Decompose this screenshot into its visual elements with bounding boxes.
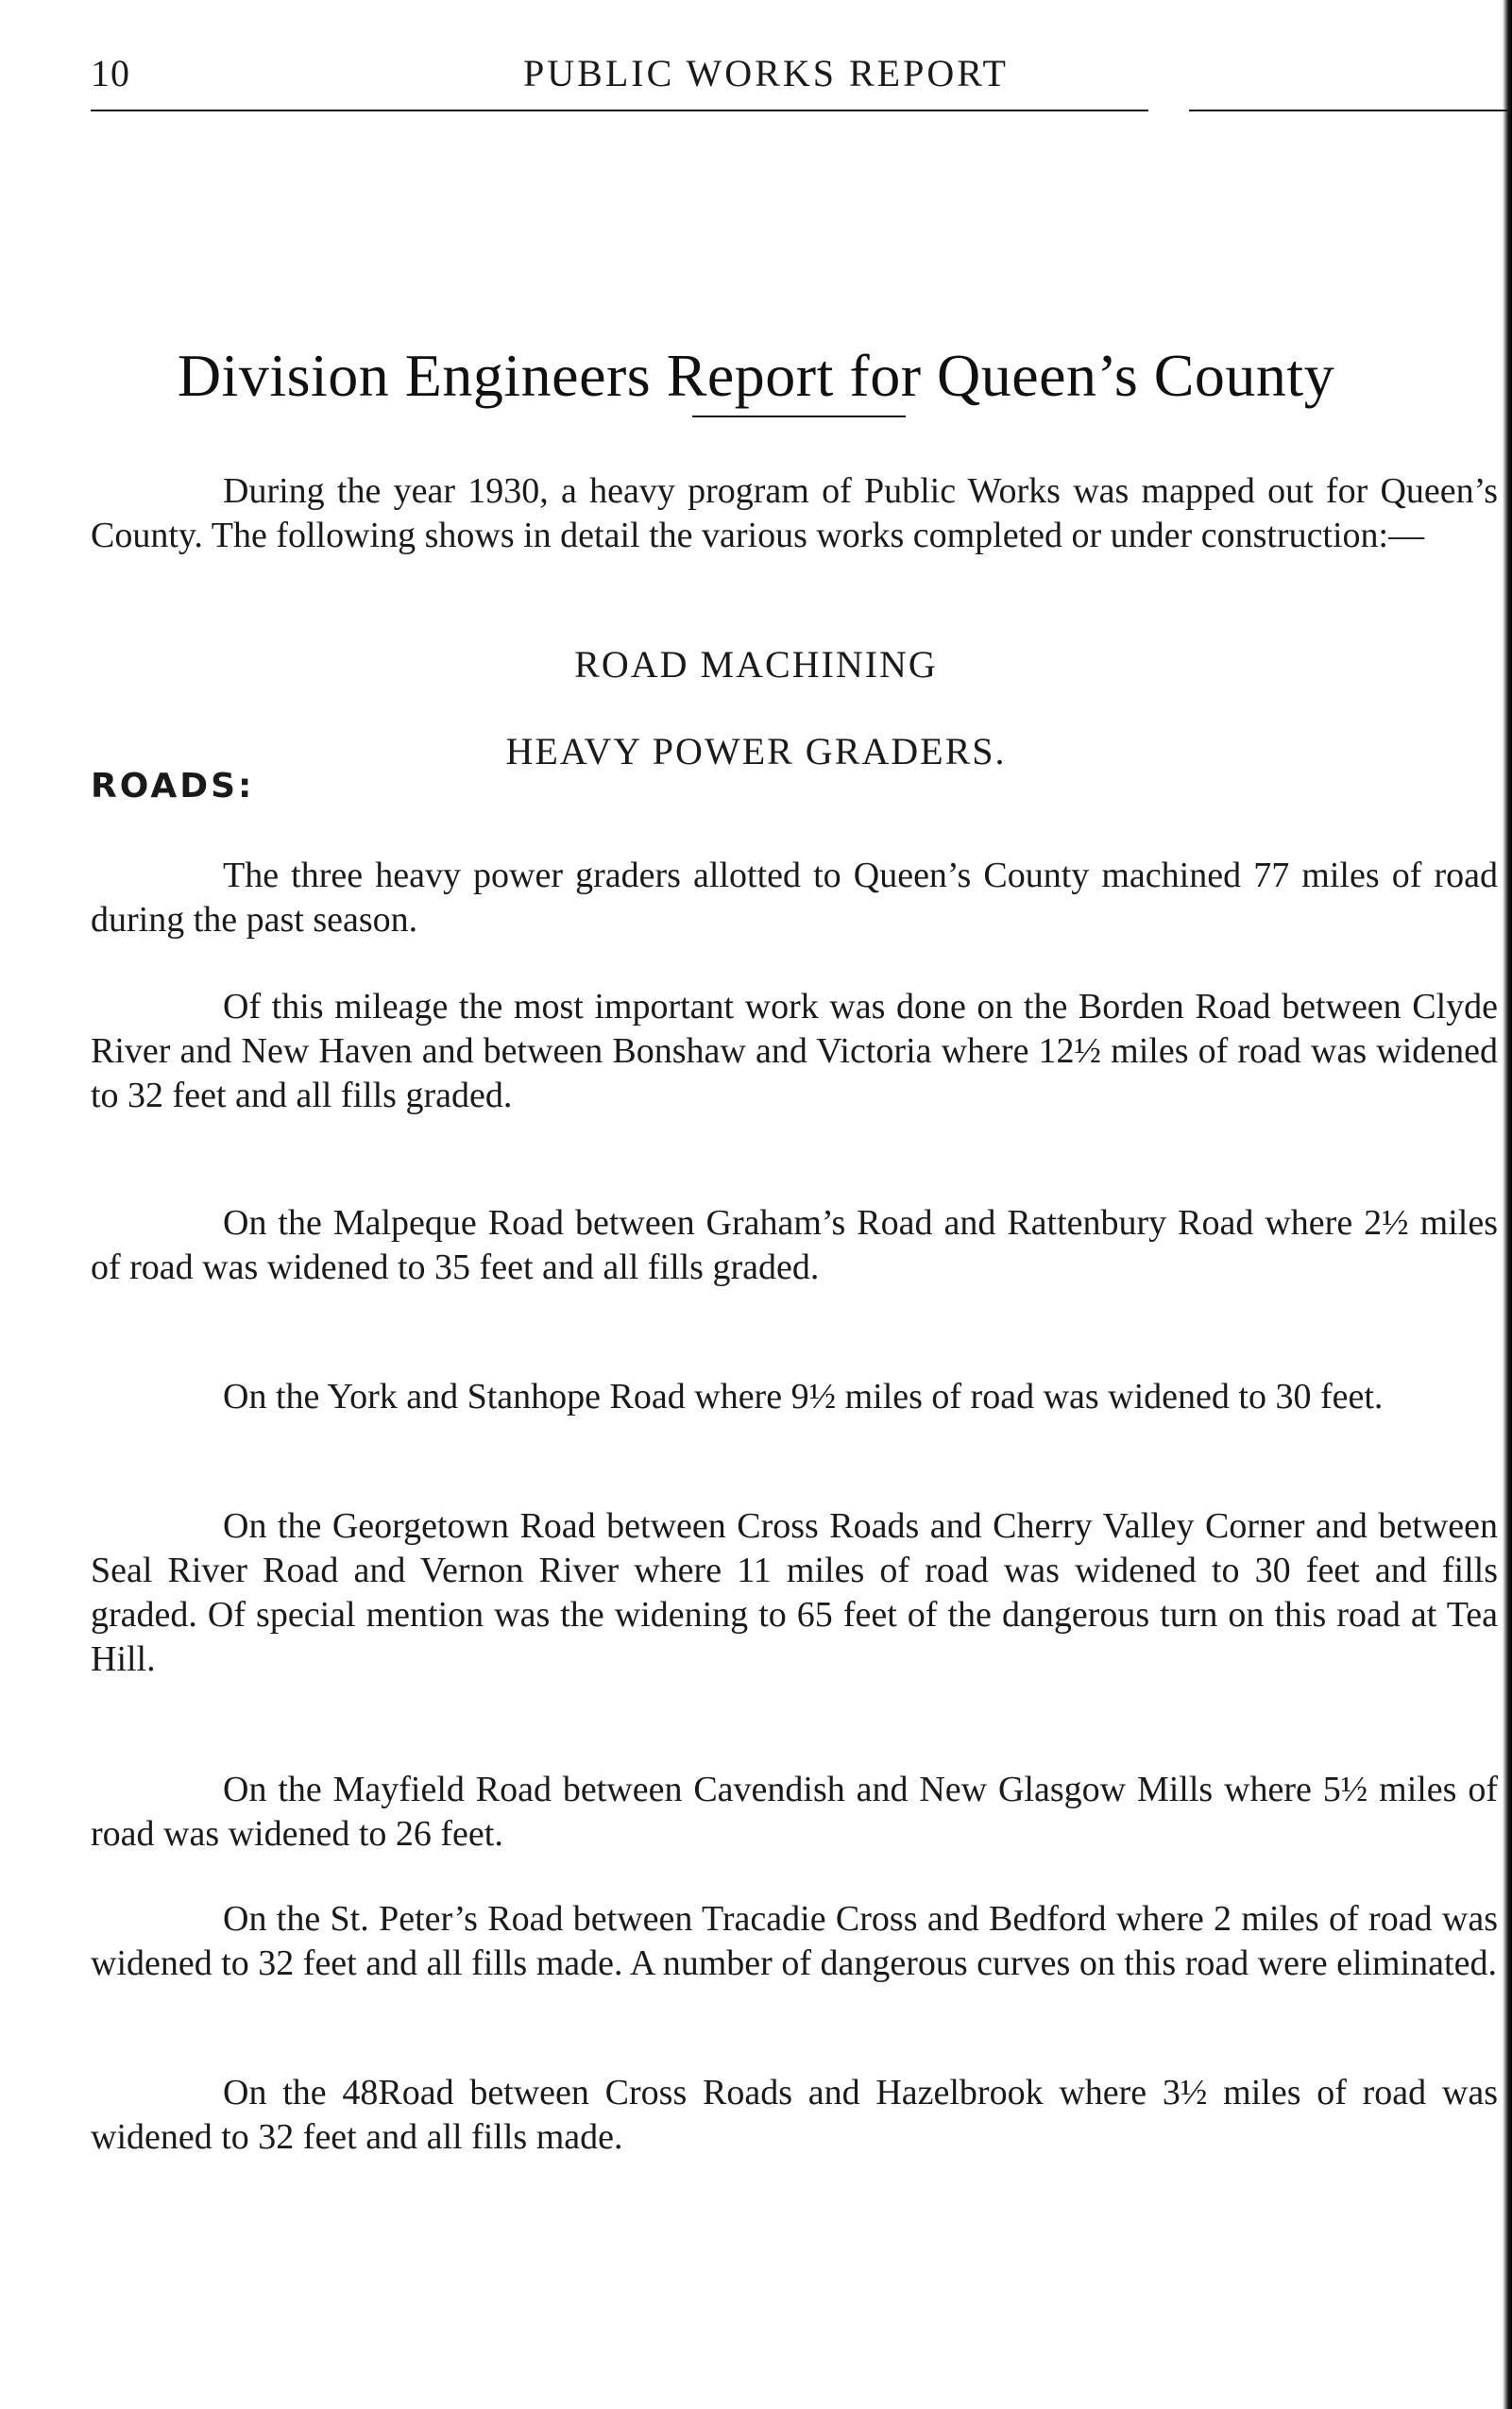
title-divider xyxy=(692,416,906,417)
paragraph: Of this mileage the most important work was done on the Borden Road between Clyde River and New Haven and between Bonshaw and Victoria where 12½ miles of road was widened to 32 feet and all fills graded. xyxy=(91,987,1498,1115)
document-title: Division Engineers Report for Queen’s County xyxy=(177,341,1335,409)
heading-road-machining: ROAD MACHINING xyxy=(574,643,938,686)
header-rule xyxy=(1189,110,1510,111)
paragraph: On the Malpeque Road between Graham’s Road and Rattenbury Road where 2½ miles of road was widened to 35 feet and all fills graded. xyxy=(91,1203,1498,1287)
heading-heavy-power-graders: HEAVY POWER GRADERS. xyxy=(505,730,1007,772)
intro-paragraph: During the year 1930, a heavy program of Public Works was mapped out for Queen’s County. The following shows in detail the various works completed or under construction:— xyxy=(91,471,1498,555)
paragraph: On the Mayfield Road between Cavendish and New Glasgow Mills where 5½ miles of road was widened to 26 feet. xyxy=(91,1770,1498,1854)
paragraph: On the 48Road between Cross Roads and Hazelbrook where 3½ miles of road was widened to 32 feet and all fills made. xyxy=(91,2073,1498,2157)
paragraph: The three heavy power graders allotted to Queen’s County machined 77 miles of road during the past season. xyxy=(91,856,1498,940)
paragraph: On the St. Peter’s Road between Tracadie Cross and Bedford where 2 miles of road was widened to 32 feet and all fills made. A number of dangerous curves on this road were eliminated. xyxy=(91,1899,1498,1983)
page-number: 10 xyxy=(91,52,130,94)
header-rule xyxy=(91,110,1148,111)
paragraph: On the York and Stanhope Road where 9½ miles of road was widened to 30 feet. xyxy=(223,1377,1384,1417)
heading-roads: ROADS: xyxy=(91,767,255,806)
page-header xyxy=(91,45,1507,121)
running-title: PUBLIC WORKS REPORT xyxy=(523,52,1009,94)
paragraph: On the Georgetown Road between Cross Roads and Cherry Valley Corner and between Seal River Road and Vernon River where 11 miles of road was widened to 30 feet and fills graded. Of special mention was the widening to 65 feet of the dangerous turn on this road at Tea Hill. xyxy=(91,1506,1498,1679)
